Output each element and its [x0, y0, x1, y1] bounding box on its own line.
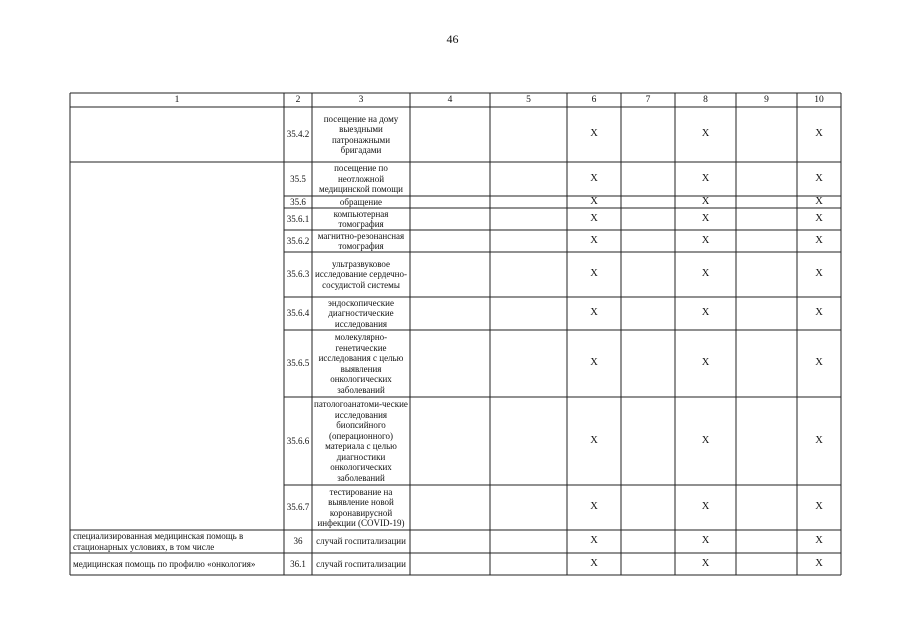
mark-cell-2-col6: Х: [590, 196, 598, 207]
mark-cell-11-col9: [736, 553, 797, 575]
mark-cell-8-col6: Х: [590, 434, 598, 446]
mark-cell-8-col10: Х: [815, 434, 823, 446]
unit-cell-10: случай госпитализации: [316, 536, 406, 547]
mark-cell-9-col4: [410, 485, 490, 530]
code-cell-11: 36.1: [290, 558, 306, 569]
mark-cell-9-col6: Х: [590, 501, 598, 513]
mark-cell-10-col4: [410, 530, 490, 553]
mark-cell-11-col6: Х: [590, 557, 598, 569]
mark-cell-9-col7: [621, 485, 675, 530]
mark-cell-0-col7: [621, 107, 675, 162]
mark-cell-7-col5: [490, 330, 567, 397]
code-cell-10: 36: [293, 536, 303, 547]
mark-cell-8-col7: [621, 397, 675, 485]
mark-cell-2-col5: [490, 196, 567, 208]
mark-cell-1-col9: [736, 162, 797, 196]
column-header-10: 10: [814, 94, 824, 105]
column-header-5: 5: [526, 94, 531, 105]
mark-cell-5-col6: Х: [590, 268, 598, 280]
mark-cell-7-col6: Х: [590, 357, 598, 369]
mark-cell-0-col4: [410, 107, 490, 162]
mark-cell-6-col6: Х: [590, 307, 598, 319]
mark-cell-0-col5: [490, 107, 567, 162]
mark-cell-5-col7: [621, 252, 675, 297]
column-header-3: 3: [358, 94, 364, 105]
mark-cell-9-col10: Х: [815, 501, 823, 513]
mark-cell-4-col10: Х: [815, 234, 823, 246]
mark-cell-2-col7: [621, 196, 675, 208]
column-header-6: 6: [591, 94, 597, 105]
mark-cell-4-col8: Х: [701, 234, 710, 246]
column-header-8: 8: [703, 94, 708, 105]
mark-cell-1-col5: [490, 162, 567, 196]
mark-cell-6-col8: Х: [701, 307, 710, 319]
unit-cell-2: обращение: [339, 196, 383, 207]
mark-cell-6-col10: Х: [815, 307, 823, 319]
code-cell-9: 35.6.7: [286, 502, 310, 513]
mark-cell-6-col7: [621, 297, 675, 330]
unit-cell-6: эндоскопические диагностические исследования: [328, 297, 394, 329]
mark-cell-10-col5: [490, 530, 567, 553]
group-cell-11: медицинская помощь по профилю «онкология»: [73, 558, 256, 569]
mark-cell-2-col8: Х: [701, 196, 710, 207]
mark-cell-3-col8: Х: [701, 212, 710, 224]
mark-cell-8-col9: [736, 397, 797, 485]
mark-cell-6-col9: [736, 297, 797, 330]
mark-cell-1-col7: [621, 162, 675, 196]
unit-cell-3: компьютерная томография: [333, 208, 389, 229]
unit-cell-5: ультразвуковое исследование сердечно-сосудистой системы: [315, 258, 407, 290]
mark-cell-4-col4: [410, 230, 490, 252]
mark-cell-3-col4: [410, 208, 490, 230]
group-cell-0: [70, 107, 284, 162]
column-header-2: 2: [295, 94, 301, 105]
mark-cell-7-col4: [410, 330, 490, 397]
mark-cell-6-col4: [410, 297, 490, 330]
mark-cell-5-col4: [410, 252, 490, 297]
column-header-9: 9: [764, 94, 769, 105]
mark-cell-4-col9: [736, 230, 797, 252]
unit-cell-0: посещение на дому выездными патронажными бригадами: [323, 113, 399, 155]
mark-cell-11-col4: [410, 553, 490, 575]
mark-cell-11-col5: [490, 553, 567, 575]
unit-cell-7: молекулярно-генетические исследования с целью выявления онкологических заболеваний: [318, 332, 404, 395]
mark-cell-10-col10: Х: [815, 535, 823, 547]
code-cell-6: 35.6.4: [286, 308, 310, 319]
mark-cell-5-col10: Х: [815, 268, 823, 280]
mark-cell-11-col10: Х: [815, 557, 823, 569]
code-cell-0: 35.4.2: [286, 129, 310, 140]
code-cell-4: 35.6.2: [286, 235, 310, 246]
mark-cell-3-col9: [736, 208, 797, 230]
unit-cell-9: тестирование на выявление новой коронавирусной инфекции (COVID-19): [317, 486, 405, 528]
code-cell-1: 35.5: [290, 173, 306, 184]
mark-cell-9-col5: [490, 485, 567, 530]
code-cell-3: 35.6.1: [286, 213, 310, 224]
mark-cell-1-col4: [410, 162, 490, 196]
mark-cell-8-col5: [490, 397, 567, 485]
mark-cell-3-col5: [490, 208, 567, 230]
mark-cell-0-col10: Х: [815, 128, 823, 140]
group-cell-1: [70, 162, 284, 530]
column-header-4: 4: [447, 94, 453, 105]
mark-cell-10-col8: Х: [701, 535, 710, 547]
code-cell-8: 35.6.6: [286, 435, 310, 446]
group-cell-10: специализированная медицинская помощь в стационарных условиях, в том числе: [73, 531, 244, 552]
mark-cell-11-col8: Х: [701, 557, 710, 569]
column-header-7: 7: [645, 94, 651, 105]
mark-cell-11-col7: [621, 553, 675, 575]
unit-cell-8: патологоанатоми-ческие исследования биопсийного (операционного) материала с целью диагностики онкологических заболеваний: [314, 399, 408, 483]
mark-cell-4-col7: [621, 230, 675, 252]
mark-cell-3-col7: [621, 208, 675, 230]
code-cell-7: 35.6.5: [286, 358, 310, 369]
code-cell-2: 35.6: [290, 196, 306, 207]
mark-cell-0-col6: Х: [590, 128, 598, 140]
mark-cell-4-col5: [490, 230, 567, 252]
mark-cell-2-col9: [736, 196, 797, 208]
mark-cell-10-col7: [621, 530, 675, 553]
mark-cell-0-col9: [736, 107, 797, 162]
mark-cell-7-col7: [621, 330, 675, 397]
unit-cell-11: случай госпитализации: [316, 558, 406, 569]
code-cell-5: 35.6.3: [286, 269, 310, 280]
mark-cell-7-col8: Х: [701, 357, 710, 369]
mark-cell-0-col8: Х: [701, 128, 710, 140]
mark-cell-9-col9: [736, 485, 797, 530]
mark-cell-3-col6: Х: [590, 212, 598, 224]
unit-cell-4: магнитно-резонансная томография: [317, 230, 405, 251]
mark-cell-5-col8: Х: [701, 268, 710, 280]
mark-cell-1-col8: Х: [701, 172, 710, 184]
mark-cell-9-col8: Х: [701, 501, 710, 513]
mark-cell-1-col6: Х: [590, 172, 598, 184]
mark-cell-8-col4: [410, 397, 490, 485]
mark-cell-5-col9: [736, 252, 797, 297]
mark-cell-10-col9: [736, 530, 797, 553]
mark-cell-2-col10: Х: [815, 196, 823, 207]
unit-cell-1: посещение по неотложной медицинской помощи: [319, 163, 403, 195]
page-number: 46: [446, 32, 459, 46]
mark-cell-1-col10: Х: [815, 172, 823, 184]
mark-cell-10-col6: Х: [590, 535, 598, 547]
mark-cell-7-col9: [736, 330, 797, 397]
mark-cell-2-col4: [410, 196, 490, 208]
mark-cell-8-col8: Х: [701, 434, 710, 446]
mark-cell-4-col6: Х: [590, 234, 598, 246]
mark-cell-5-col5: [490, 252, 567, 297]
mark-cell-3-col10: Х: [815, 212, 823, 224]
mark-cell-6-col5: [490, 297, 567, 330]
column-header-1: 1: [174, 94, 180, 105]
mark-cell-7-col10: Х: [815, 357, 823, 369]
